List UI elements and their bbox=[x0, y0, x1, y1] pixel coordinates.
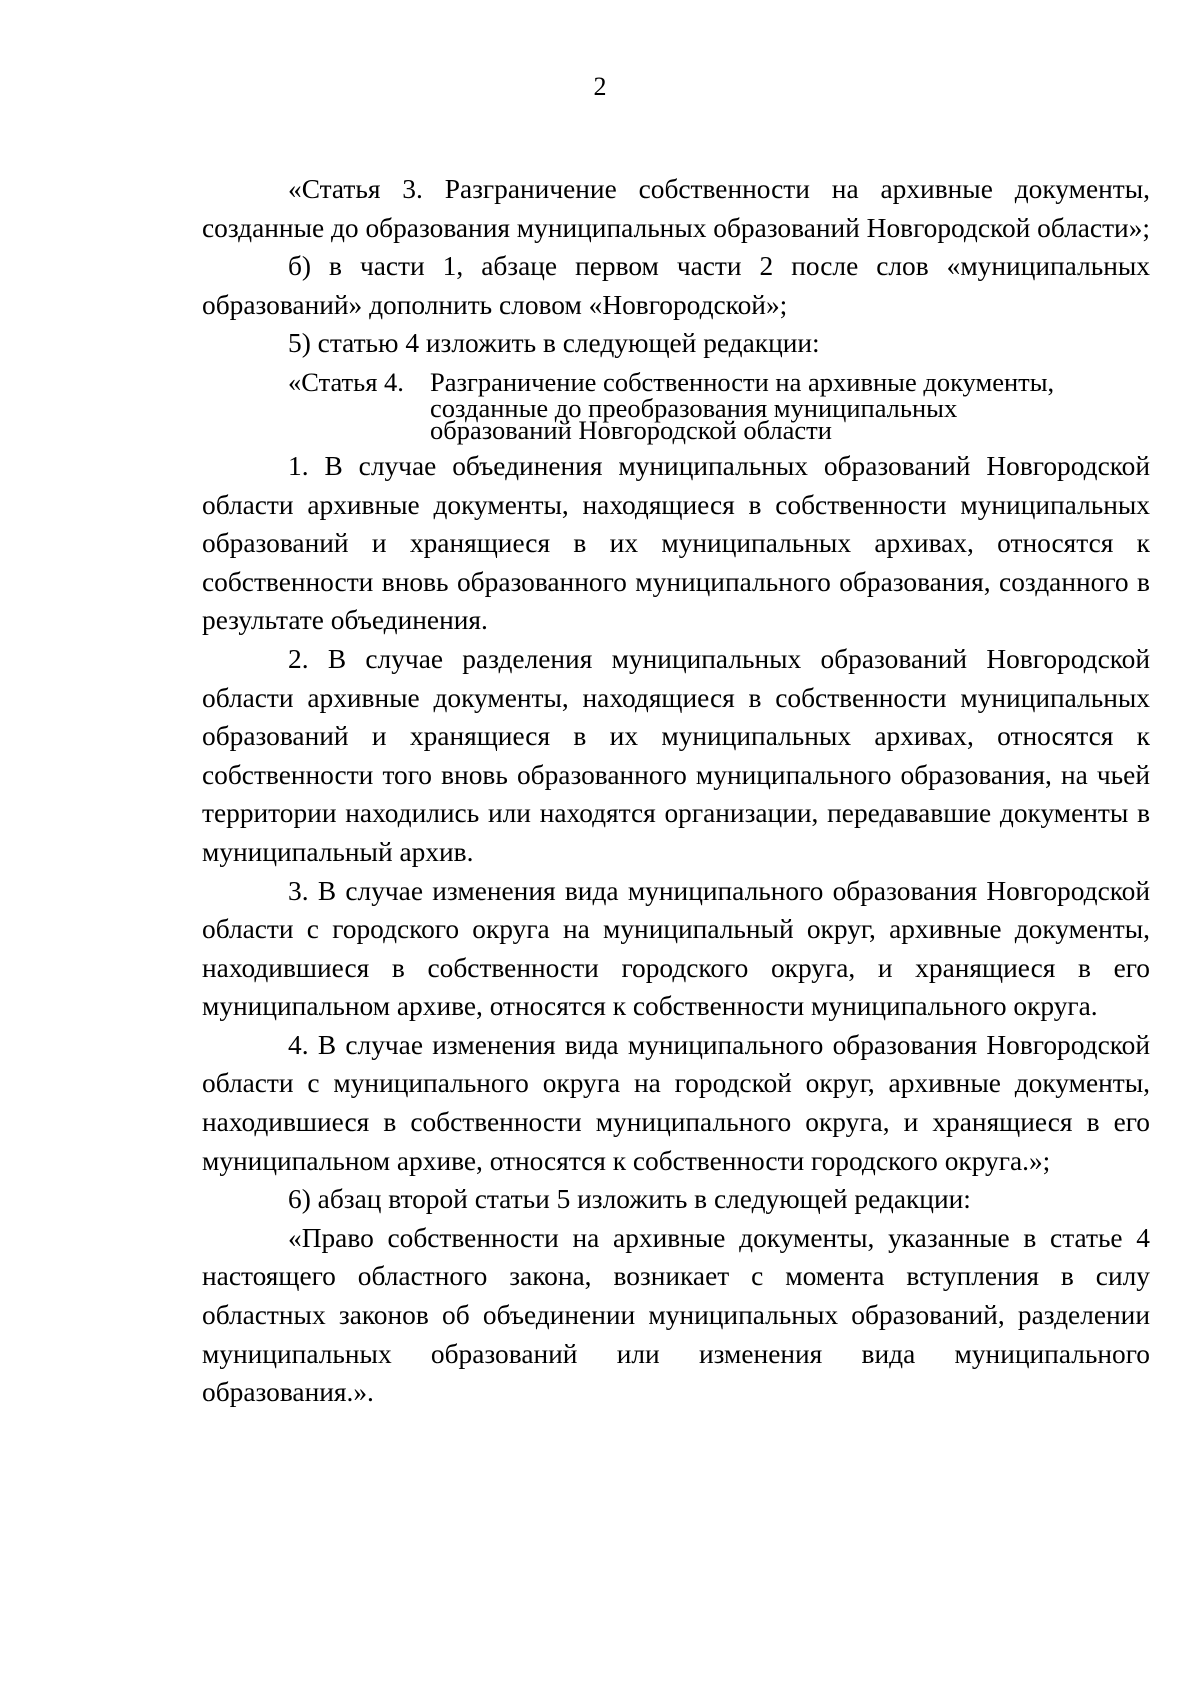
article4-title bbox=[430, 366, 1150, 445]
article4-title-line: Разграничение собственности на архивные документы, bbox=[430, 366, 1055, 397]
article4-item-1: 1. В случае объединения муниципальных образований Новгородской области архивные документы, находящиеся в собственности муниципальных образований и хранящиеся в их муниципальных архивах, относятся к собственности вновь образованного муниципального образования, созданного в результате объединения. bbox=[202, 450, 1150, 636]
article4-label: «Статья 4. bbox=[288, 366, 404, 397]
paragraph-amendment-5: 5) статью 4 изложить в следующей редакции: bbox=[288, 328, 820, 359]
document-body bbox=[202, 170, 1150, 1412]
article4-item-2: 2. В случае разделения муниципальных образований Новгородской области архивные документы, находящиеся в собственности муниципальных образований и хранящиеся в их муниципальных архивах, относятся к собственности того вновь образованного муниципального образования, на чьей территории находились или находятся организации, передававшие документы в муниципальный архив. bbox=[202, 643, 1150, 867]
article4-item-3: 3. В случае изменения вида муниципального образования Новгородской области с городского округа на муниципальный округ, архивные документы, находившиеся в собственности городского округа, и хранящиеся в его муниципальном архиве, относятся к собственности муниципального округа. bbox=[202, 875, 1150, 1022]
paragraph-amendment-6: 6) абзац второй статьи 5 изложить в следующей редакции: bbox=[288, 1184, 971, 1215]
paragraph-amendment-b: б) в части 1, абзаце первом части 2 после слов «муниципальных образований» дополнить словом «Новгородской»; bbox=[202, 251, 1150, 320]
page-number: 2 bbox=[593, 72, 607, 101]
article4-title-line: образований Новгородской области bbox=[430, 414, 832, 445]
article4-title-line: созданные до преобразования муниципальных bbox=[430, 392, 958, 423]
article4-heading bbox=[202, 366, 1150, 445]
paragraph-article3-title: «Статья 3. Разграничение собственности на архивные документы, созданные до образования муниципальных образований Новгородской области»; bbox=[202, 174, 1151, 243]
article4-item-4: 4. В случае изменения вида муниципального образования Новгородской области с муниципального округа на городской округ, архивные документы, находившиеся в собственности муниципального округа, и хранящиеся в его муниципальном архиве, относятся к собственности городского округа.»; bbox=[202, 1029, 1150, 1176]
paragraph-article5-new-text: «Право собственности на архивные документы, указанные в статье 4 настоящего областного закона, возникает с момента вступления в силу областных законов об объединении муниципальных образований, разделении муниципальных образований или изменения вида муниципального образования.». bbox=[202, 1222, 1150, 1408]
